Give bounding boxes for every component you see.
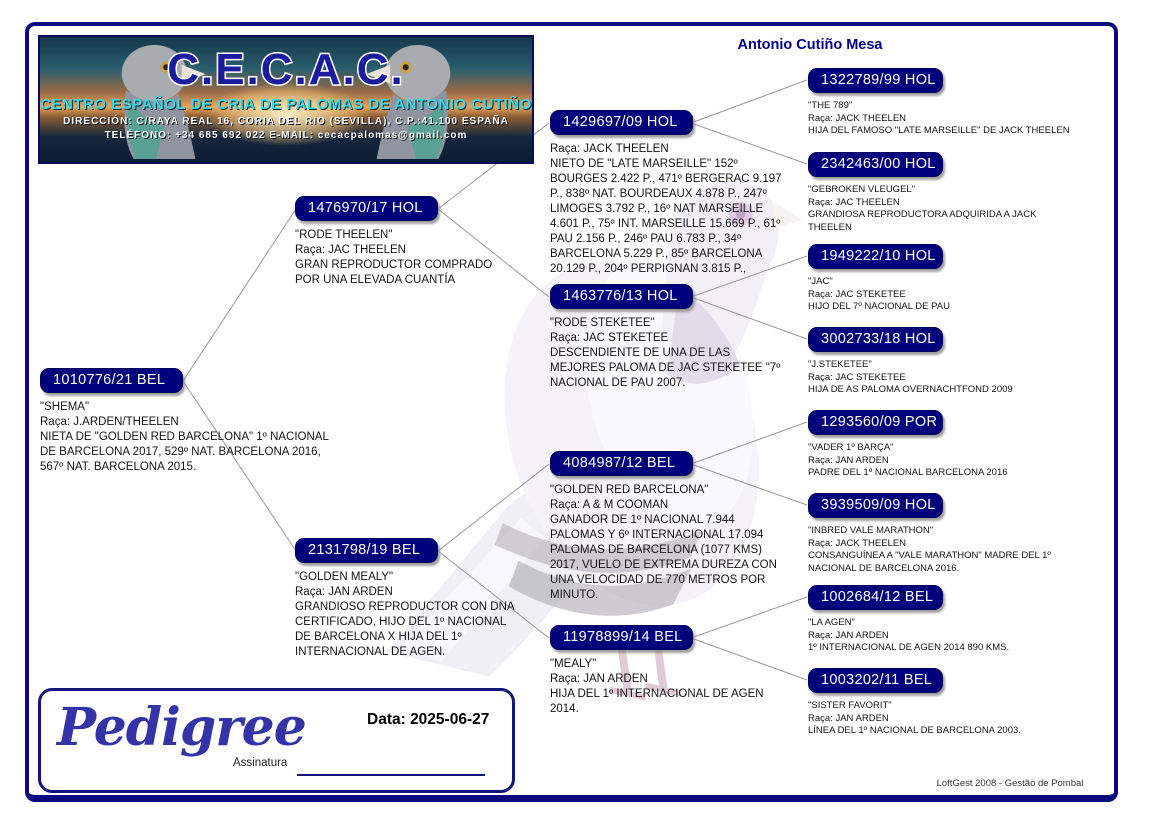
- pedigree-node: [550, 110, 788, 277]
- pigeon-breed: Raça: JAN ARDEN: [808, 629, 889, 641]
- pigeon-breed: Raça: JACK THEELEN: [550, 143, 669, 155]
- pedigree-node-dam: [295, 538, 517, 660]
- pigeon-breed: Raça: JAC THEELEN: [808, 196, 900, 208]
- signature-line: [297, 755, 485, 776]
- pedigree-node: [808, 244, 1070, 314]
- pigeon-breed: Raça: JAN ARDEN: [808, 454, 889, 466]
- pigeon-breed: Raça: JAN ARDEN: [550, 673, 648, 685]
- ring-number-box: [808, 327, 943, 352]
- club-contact: TELÉFONO: +34 685 692 022 E-MAIL: cecacpalomas@gmail.com: [104, 130, 468, 141]
- ring-number-box: [808, 585, 943, 610]
- ring-number-box: [550, 110, 693, 135]
- pigeon-description: DESCENDIENTE DE UNA DE LAS MEJORES PALOMA DE JAC STEKETEE "7º NACIONAL DE PAU 2007.: [550, 347, 781, 389]
- pedigree-node: [808, 327, 1070, 397]
- pigeon-description: HIJA DE AS PALOMA OVERNACHTFOND 2009: [808, 384, 1013, 395]
- date-text: Data: 2025-06-27: [367, 711, 490, 728]
- ring-number: 1949222/10 HOL: [821, 248, 936, 264]
- signature-label: Assinatura: [233, 757, 288, 769]
- pigeon-breed: Raça: J.ARDEN/THEELEN: [40, 416, 179, 428]
- pedigree-node: [550, 284, 788, 391]
- pigeon-description: 1º INTERNACIONAL DE AGEN 2014 890 KMS.: [808, 642, 1010, 653]
- pigeon-name: "J.STEKETEE": [808, 359, 872, 370]
- pigeon-name: "RODE STEKETEE": [550, 317, 655, 329]
- pigeon-breed: Raça: JAN ARDEN: [295, 586, 393, 598]
- ring-number: 3002733/18 HOL: [821, 331, 936, 347]
- ring-number: 4084987/12 BEL: [563, 455, 676, 471]
- club-name: CENTRO ESPAÑOL DE CRIA DE PALOMAS DE ANTONIO CUTIÑO: [40, 96, 532, 113]
- pedigree-node: [808, 68, 1070, 138]
- ring-number: 1003202/11 BEL: [821, 672, 933, 688]
- pigeon-description: HIJA DEL FAMOSO "LATE MARSEILLE" DE JACK THEELEN: [808, 125, 1070, 136]
- pigeon-description: GRANDIOSO REPRODUCTOR CON DNA CERTIFICADO, HIJO DEL 1º NACIONAL DE BARCELONA X HIJA DEL 1º INTERNACIONAL DE AGEN.: [295, 601, 514, 658]
- pedigree-node-sire: [295, 196, 517, 288]
- ring-number: 1429697/09 HOL: [563, 114, 678, 130]
- pigeon-name: "LA AGEN": [808, 617, 855, 628]
- pedigree-logo: Pedigree: [57, 697, 306, 758]
- ring-number-box: [808, 668, 943, 693]
- ring-number: 11978899/14 BEL: [563, 629, 683, 645]
- signature-box: [38, 688, 515, 793]
- pigeon-name: "MEALY": [550, 658, 597, 670]
- pigeon-name: "THE 789": [808, 100, 853, 111]
- pigeon-description: NIETA DE "GOLDEN RED BARCELONA" 1º NACIONAL DE BARCELONA 2017, 529º NAT. BARCELONA 2016, 567º NAT. BARCELONA 2015.: [40, 431, 329, 473]
- ring-number: 1010776/21 BEL: [53, 372, 166, 388]
- ring-number: 1322789/99 HOL: [821, 72, 936, 88]
- pigeon-description: CONSANGUÍNEA A "VALE MARATHON" MADRE DEL 1º NACIONAL DE BARCELONA 2016.: [808, 550, 1051, 574]
- pigeon-breed: Raça: A & M COOMAN: [550, 499, 669, 511]
- pedigree-node: [808, 585, 1070, 655]
- pigeon-name: "SHEMA": [40, 401, 90, 413]
- pigeon-name: "SISTER FAVORIT": [808, 700, 892, 711]
- ring-number-box: [808, 152, 943, 177]
- ring-number-box: [808, 244, 943, 269]
- pigeon-name: "RODE THEELEN": [295, 229, 393, 241]
- ring-number: 2342463/00 HOL: [821, 156, 936, 172]
- pigeon-breed: Raça: JAN ARDEN: [808, 712, 889, 724]
- ring-number-box: [550, 284, 693, 309]
- pigeon-name: "GOLDEN MEALY": [295, 571, 394, 583]
- pigeon-description: LÍNEA DEL 1º NACIONAL DE BARCELONA 2003.: [808, 725, 1021, 736]
- pedigree-node: [550, 451, 788, 603]
- pigeon-name: "JAC": [808, 276, 833, 287]
- ring-number-box: [550, 451, 693, 476]
- ring-number-box: [808, 493, 943, 518]
- pigeon-name: "VADER 1º BARÇA": [808, 442, 894, 453]
- pigeon-breed: Raça: JAC THEELEN: [295, 244, 406, 256]
- owner-name: Antonio Cutiño Mesa: [737, 37, 883, 53]
- ring-number: 1002684/12 BEL: [821, 589, 934, 605]
- ring-number-box: [295, 538, 438, 563]
- ring-number: 1476970/17 HOL: [308, 200, 423, 216]
- pigeon-breed: Raça: JAC STEKETEE: [808, 288, 906, 300]
- pigeon-breed: Raça: JAC STEKETEE: [808, 371, 906, 383]
- pigeon-breed: Raça: JAC STEKETEE: [550, 332, 669, 344]
- pigeon-description: GANADOR DE 1º NACIONAL 7.944 PALOMAS Y 6º INTERNACIONAL 17.094 PALOMAS DE BARCELONA (1077 KMS) 2017, VUELO DE EXTREMA DUREZA CON UNA VELOCIDAD DE 770 METROS POR MINUTO.: [550, 514, 777, 601]
- pigeon-description: GRANDIOSA REPRODUCTORA ADQUIRIDA A JACK THEELEN: [808, 209, 1037, 233]
- ring-number: 1293560/09 POR: [821, 414, 938, 430]
- pigeon-breed: Raça: JACK THEELEN: [808, 112, 907, 124]
- pigeon-breed: Raça: JACK THEELEN: [808, 537, 907, 549]
- pedigree-node: [808, 668, 1070, 738]
- ring-number: 1463776/13 HOL: [563, 288, 678, 304]
- pigeon-name: "INBRED VALE MARATHON": [808, 525, 934, 536]
- pedigree-node: [808, 410, 1070, 480]
- ring-number-box: [40, 368, 183, 393]
- ring-number-box: [808, 68, 943, 93]
- pedigree-node: [550, 625, 788, 717]
- ring-number: 3939509/09 HOL: [821, 497, 936, 513]
- pigeon-description: GRAN REPRODUCTOR COMPRADO POR UNA ELEVADA CUANTÍA: [295, 259, 493, 286]
- pedigree-node: [808, 152, 1070, 234]
- ring-number-box: [295, 196, 438, 221]
- pigeon-name: "GOLDEN RED BARCELONA": [550, 484, 709, 496]
- pedigree-node-subject: [40, 368, 340, 475]
- ring-number-box: [550, 625, 693, 650]
- ring-number: 2131798/19 BEL: [308, 542, 421, 558]
- pigeon-name: "GEBROKEN VLEUGEL": [808, 184, 916, 195]
- pigeon-description: HIJA DEL 1º INTERNACIONAL DE AGEN 2014.: [550, 688, 764, 715]
- pigeon-description: HIJO DEL 7º NACIONAL DE PAU: [808, 301, 950, 312]
- club-banner: [38, 35, 534, 164]
- pedigree-node: [808, 493, 1070, 575]
- club-address: DIRECCIÓN: C/RAYA REAL 16, CORIA DEL RIO (SEVILLA), C.P.:41.100 ESPAÑA: [63, 116, 509, 127]
- pigeon-description: PADRE DEL 1º NACIONAL BARCELONA 2016: [808, 467, 1008, 478]
- pigeon-description: NIETO DE "LATE MARSEILLE" 152º BOURGES 2.422 P., 471º BERGERAC 9.197 P., 838º NAT. BOURDEAUX 4.878 P., 247º LIMOGES 3.792 P., 16º NAT MARSEILLE 4.601 P., 75º INT. MARSEILLE 15.669 P., 61º PAU 2.156 P., 246º PAU 6.783 P., 34º BARCELONA 5.229 P., 85º BARCELONA 20.129 P., 204º PERPIGNAN 3.815 P.,: [550, 158, 782, 275]
- club-acronym: C.E.C.A.C.: [167, 45, 405, 94]
- software-credit: LoftGest 2008 - Gestão de Pombal: [936, 778, 1084, 789]
- ring-number-box: [808, 410, 943, 435]
